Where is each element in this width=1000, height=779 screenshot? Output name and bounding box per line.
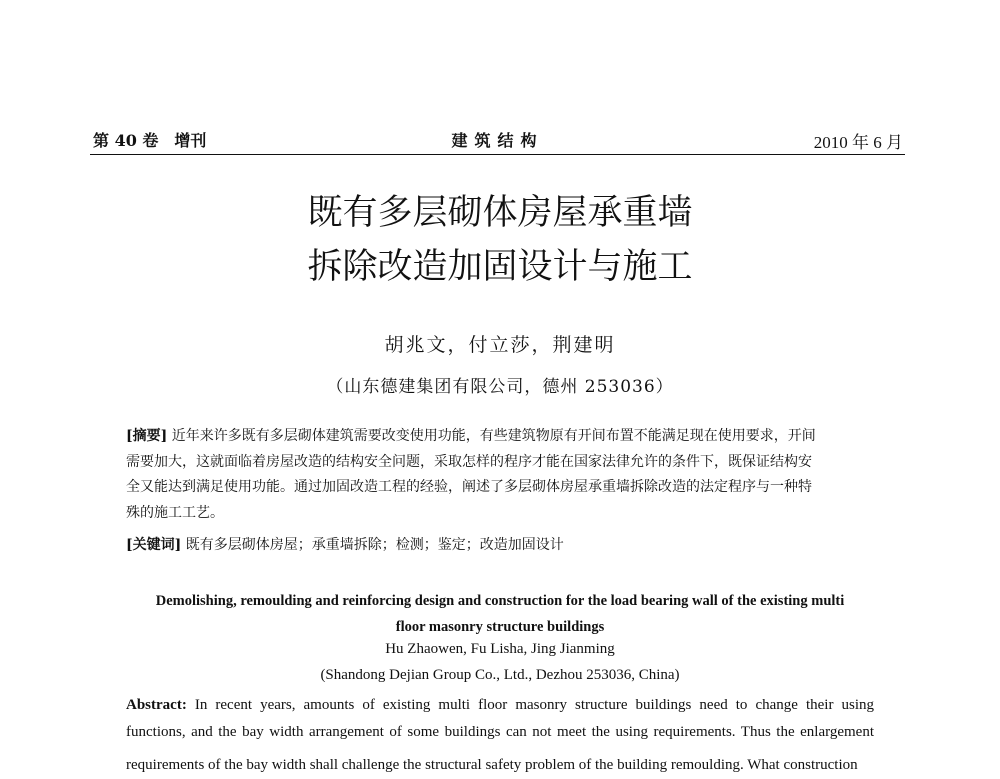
journal-volume: 第 40 卷 增刊 (93, 131, 207, 150)
zh-abstract-label: [摘要] (126, 428, 168, 444)
journal-date: 2010 年 6 月 (813, 133, 903, 152)
running-header (90, 126, 905, 154)
en-abstract-cut-line: requirements of the bay width shall challenge the structural safety problem of the building remoulding. What construction (126, 757, 858, 773)
zh-abstract (126, 424, 874, 526)
en-abstract (126, 692, 874, 746)
journal-name: 建筑结构 (451, 131, 544, 150)
zh-abstract-text: 近年来许多既有多层砌体建筑需要改变使用功能，有些建筑物原有开间布置不能满足现在使用要求，开间 (167, 428, 816, 444)
authors: 胡兆文，付立莎，荆建明 (384, 334, 616, 356)
affiliation: （山东德建集团有限公司，德州 253036） (326, 377, 674, 397)
en-title (100, 588, 900, 640)
en-abstract-line (126, 692, 874, 719)
en-affiliation: (Shandong Dejian Group Co., Ltd., Dezhou 253036, China) (320, 667, 680, 683)
header-rule (90, 154, 905, 155)
zh-keywords-label: [关键词] (126, 537, 182, 553)
zh-abstract-line: 全又能达到满足使用功能。通过加固改造工程的经验，阐述了多层砌体房屋承重墙拆除改造的法定程序与一种特 (126, 479, 812, 495)
en-title-line-2: floor masonry structure buildings (395, 619, 605, 635)
zh-keywords-text: 既有多层砌体房屋；承重墙拆除；检测；鉴定；改造加固设计 (181, 537, 564, 553)
en-abstract-text: In recent years, amounts of existing multi floor masonry structure buildings need to change their using (186, 697, 874, 713)
zh-keywords (126, 533, 874, 558)
zh-abstract-line (126, 424, 874, 450)
zh-abstract-line: 需要加大，这就面临着房屋改造的结构安全问题，采取怎样的程序才能在国家法律允许的条件下，既保证结构安 (126, 453, 812, 470)
paper-title-line-1: 既有多层砌体房屋承重墙 (307, 193, 693, 233)
paper-title-line-2: 拆除改造加固设计与施工 (307, 247, 693, 287)
zh-abstract-line: 殊的施工工艺。 (126, 504, 224, 521)
en-authors: Hu Zhaowen, Fu Lisha, Jing Jianming (385, 641, 615, 657)
en-abstract-line: functions, and the bay width arrangement of some buildings can not meet the using requirements. Thus the enlargement (126, 724, 874, 740)
en-abstract-label: Abstract: (126, 697, 187, 713)
en-title-line-1: Demolishing, remoulding and reinforcing design and construction for the load bearing wall of the existing multi (155, 593, 845, 609)
